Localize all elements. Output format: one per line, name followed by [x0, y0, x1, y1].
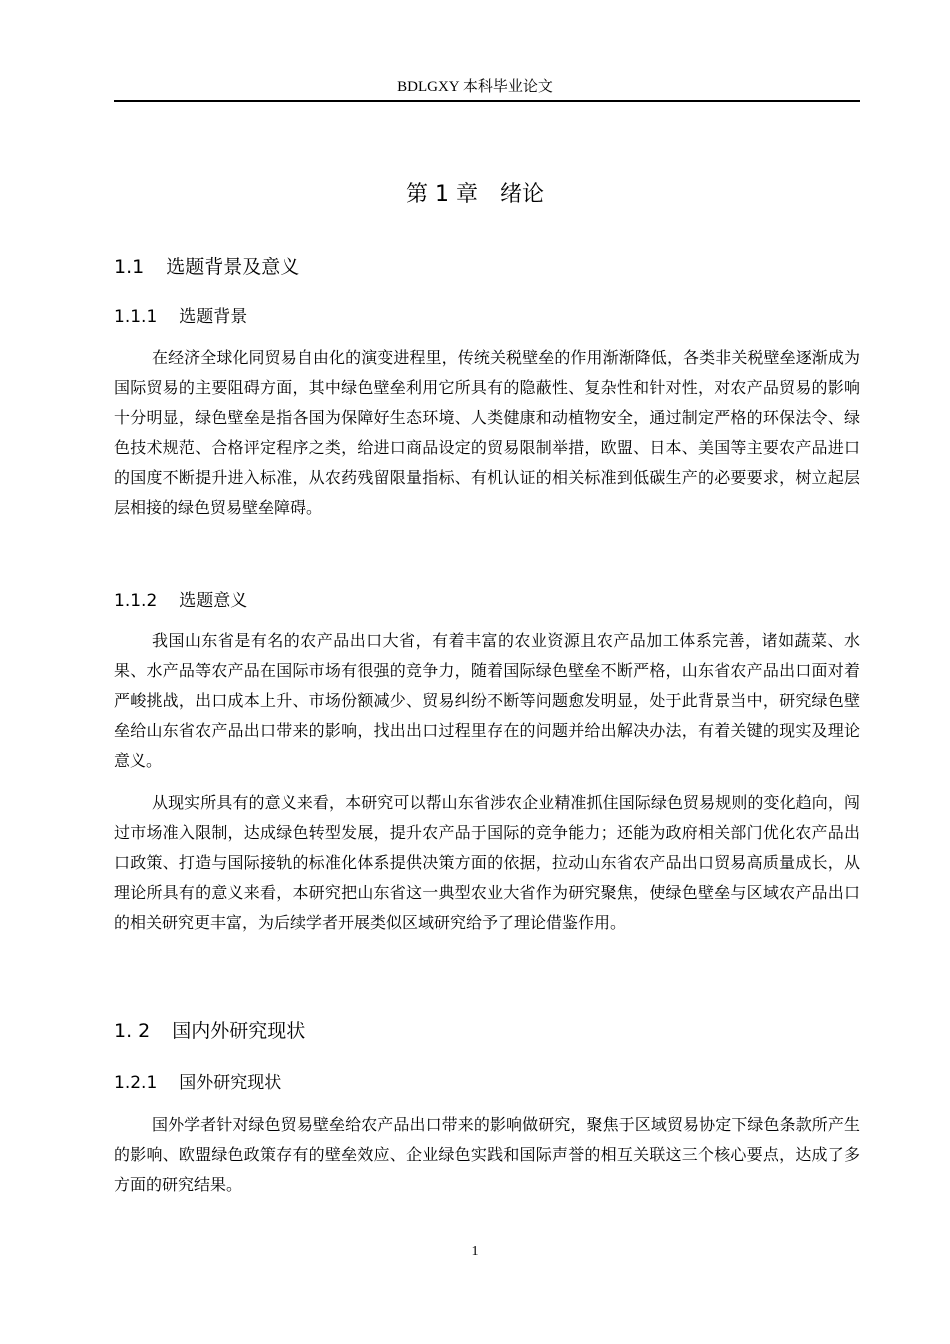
subsection-title: 国外研究现状	[179, 1073, 282, 1093]
subsection-number: 1.1.2	[114, 591, 158, 611]
header-rule	[114, 100, 860, 102]
paragraph-foreign-research: 国外学者针对绿色贸易壁垒给农产品出口带来的影响做研究，聚焦于区域贸易协定下绿色条款所产生的影响、欧盟绿色政策存有的壁垒效应、企业绿色实践和国际声誉的相互关联这三个核心要点，达成了多方面的研究结果。	[114, 1115, 860, 1194]
section-heading-1-2	[114, 1018, 305, 1044]
section-title: 国内外研究现状	[172, 1020, 306, 1042]
section-number: 1. 2	[114, 1020, 151, 1042]
subsection-number: 1.1.1	[114, 307, 158, 327]
section-heading-1-1	[114, 254, 299, 280]
section-number: 1.1	[114, 256, 145, 278]
subsection-heading-1-1-1	[114, 305, 247, 329]
page-number: 1	[471, 1244, 479, 1259]
subsection-heading-1-2-1	[114, 1071, 281, 1095]
running-header: BDLGXY 本科毕业论文	[397, 79, 553, 95]
subsection-heading-1-1-2	[114, 589, 247, 613]
section-title: 选题背景及意义	[166, 256, 300, 278]
paragraph-significance: 我国山东省是有名的农产品出口大省，有着丰富的农业资源且农产品加工体系完善，诸如蔬菜、水果、水产品等农产品在国际市场有很强的竞争力，随着国际绿色壁垒不断严格，山东省农产品出口面对着严峻挑战，出口成本上升、市场份额减少、贸易纠纷不断等问题愈发明显，处于此背景当中，研究绿色壁垒给山东省农产品出口带来的影响，找出出口过程里存在的问题并给出解决办法，有着关键的现实及理论意义。	[114, 631, 860, 770]
paragraph-practical-significance: 从现实所具有的意义来看，本研究可以帮山东省涉农企业精准抓住国际绿色贸易规则的变化趋向，闯过市场准入限制，达成绿色转型发展，提升农产品于国际的竞争能力；还能为政府相关部门优化农产品出口政策、打造与国际接轨的标准化体系提供决策方面的依据，拉动山东省农产品出口贸易高质量成长，从理论所具有的意义来看，本研究把山东省这一典型农业大省作为研究聚焦，使绿色壁垒与区域农产品出口的相关研究更丰富，为后续学者开展类似区域研究给予了理论借鉴作用。	[114, 793, 860, 932]
subsection-title: 选题背景	[179, 307, 248, 327]
chapter-title: 第 1 章 绪论	[406, 182, 544, 207]
paragraph-background: 在经济全球化同贸易自由化的演变进程里，传统关税壁垒的作用渐渐降低，各类非关税壁垒逐渐成为国际贸易的主要阻碍方面，其中绿色壁垒利用它所具有的隐蔽性、复杂性和针对性，对农产品贸易的影响十分明显，绿色壁垒是指各国为保障好生态环境、人类健康和动植物安全，通过制定严格的环保法令、绿色技术规范、合格评定程序之类，给进口商品设定的贸易限制举措，欧盟、日本、美国等主要农产品进口的国度不断提升进入标准，从农药残留限量指标、有机认证的相关标准到低碳生产的必要要求，树立起层层相接的绿色贸易壁垒障碍。	[114, 348, 860, 517]
subsection-number: 1.2.1	[114, 1073, 158, 1093]
subsection-title: 选题意义	[179, 591, 248, 611]
